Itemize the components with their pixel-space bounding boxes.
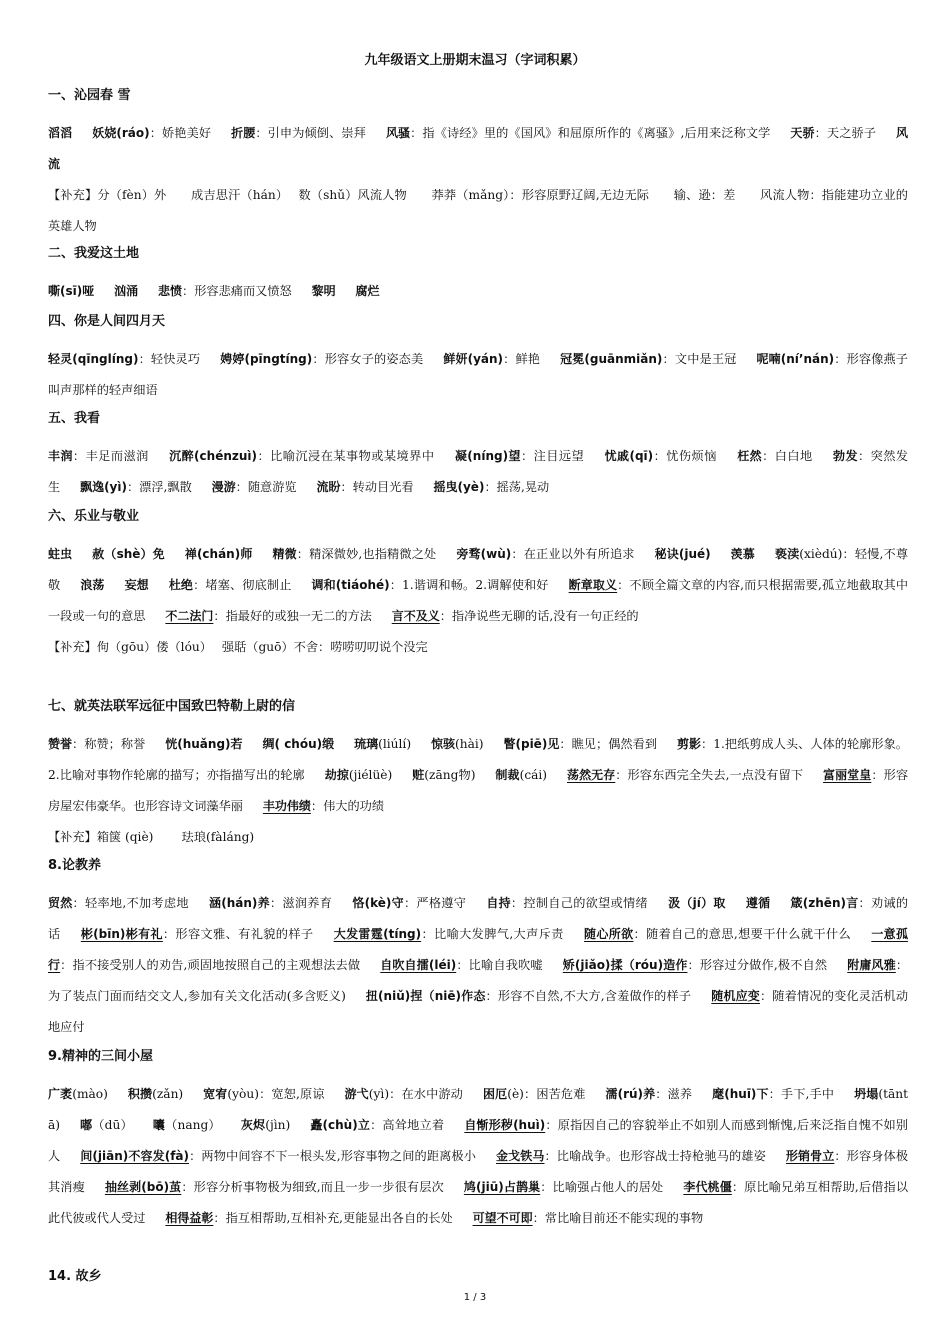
vocab-item (105, 1180, 444, 1194)
vocab-term: 折腰 (231, 126, 256, 140)
vocab-definition: ：鲜艳 (503, 352, 541, 366)
vocab-item (325, 768, 393, 782)
vocab-item (790, 126, 876, 140)
vocab-term: 随心所欲 (584, 927, 634, 941)
vocab-term: 亵渎 (774, 547, 800, 561)
vocab-term: 飘逸(yì) (80, 480, 127, 494)
vocab-definition: ：摇荡,晃动 (484, 480, 550, 494)
vocab-definition: ：比喻自我吹嘘 (456, 958, 543, 972)
vocab-item (48, 126, 72, 140)
section-heading: 二、我爱这土地 (48, 246, 140, 261)
vocab-term: 冠冕(guānmiǎn) (560, 352, 663, 366)
vocab-item (169, 449, 434, 463)
vocab-term: 羡慕 (730, 547, 755, 561)
vocab-item (655, 547, 711, 561)
vocab-definition: ：漂浮,飘散 (126, 480, 192, 494)
vocab-term: 嘶(sī)哑 (48, 284, 95, 298)
vocab-definition: ：严格遵守 (403, 896, 467, 910)
vocab-paragraph (48, 118, 908, 180)
vocab-term: 矫(jiǎo)揉（róu)造作 (562, 958, 688, 972)
vocab-item (392, 609, 639, 623)
supplement-paragraph: 【补充】分（fèn）外 成吉思汗（hán） 数（shǔ）风流人物 莽莽（mǎng）：形容原野辽阔,无边无际 输、逊：差 风流人物：指能建功立业的英雄人物 (48, 188, 908, 233)
vocab-item (380, 958, 542, 972)
section-heading: 五、我看 (48, 411, 101, 426)
section-wo-kan (48, 409, 908, 503)
page-title: 九年级语文上册期末温习（字词积累） (364, 53, 586, 68)
vocab-item (80, 480, 192, 494)
vocab-term: 轻灵(qīnglíng) (48, 352, 139, 366)
vocab-term: 瞥(piē)见 (503, 737, 560, 751)
vocab-item (48, 896, 189, 910)
vocab-item (48, 449, 149, 463)
vocab-definition: ：指净说些无聊的话,没有一句正经的 (439, 609, 639, 623)
vocab-term: 大发雷霆(tíng) (333, 927, 422, 941)
vocab-term: 鸠(jiū)占鹊巢 (463, 1180, 541, 1194)
vocab-item (312, 284, 336, 298)
vocab-term: 旁骛(wù) (456, 547, 512, 561)
vocab-item (125, 578, 149, 592)
vocab-term: 惊骇 (430, 737, 456, 751)
vocab-term: 忧戚(qī) (604, 449, 654, 463)
vocab-item (231, 126, 366, 140)
vocab-paragraph (48, 888, 908, 1043)
vocab-definition: ：指最好的或独一无二的方法 (213, 609, 372, 623)
vocab-item (209, 896, 332, 910)
vocab-definition: ：指不接受别人的劝告,顽固地按照自己的主观想法去做 (60, 958, 361, 972)
vocab-term: 宽宥 (203, 1087, 228, 1101)
vocab-term: 灰烬 (240, 1118, 266, 1132)
vocab-definition: (zāng物) (424, 768, 476, 782)
vocab-term: 劫掠 (324, 768, 349, 782)
vocab-definition: ：文中是王冠 (662, 352, 737, 366)
vocab-term: 漫游 (211, 480, 236, 494)
vocab-item (80, 578, 104, 592)
vocab-term: 相得益彰 (165, 1211, 214, 1225)
vocab-item (434, 480, 550, 494)
vocab-definition: ：比喻战争。也形容战士持枪驰马的雄姿 (544, 1149, 766, 1163)
vocab-definition: ：丰足而滋润 (72, 449, 149, 463)
vocab-item (563, 958, 827, 972)
vocab-term: 勃发 (833, 449, 858, 463)
section-batele-letter (48, 697, 908, 853)
vocab-definition: ：高耸地立着 (370, 1118, 445, 1132)
vocab-term: 腐烂 (355, 284, 380, 298)
vocab-item (165, 609, 371, 623)
vocab-term: 濡(rú)养 (605, 1087, 656, 1101)
vocab-definition: (yì)：在水中游动 (368, 1087, 463, 1101)
vocab-item (456, 547, 634, 561)
vocab-item (48, 352, 200, 366)
vocab-item (712, 1087, 834, 1101)
vocab-term: 绸( chóu)缎 (262, 737, 335, 751)
vocab-term: 麾(huī)下 (712, 1087, 769, 1101)
vocab-term: 沉醉(chénzuì) (169, 449, 258, 463)
section-heading: 四、你是人间四月天 (48, 314, 166, 329)
vocab-term: 彬(bīn)彬有礼 (80, 927, 163, 941)
vocab-definition: ：忧伤烦恼 (653, 449, 717, 463)
vocab-definition: （dū） (92, 1118, 133, 1132)
vocab-term: 荡然无存 (567, 768, 616, 782)
vocab-term: 恪(kè)守 (352, 896, 404, 910)
vocab-item (486, 896, 648, 910)
vocab-term: 摇曳(yè) (433, 480, 485, 494)
section-wo-ai-zhe-tudi (48, 244, 908, 307)
vocab-term: 形销骨立 (785, 1149, 835, 1163)
vocab-definition: ：1.把纸剪成人头、人体的轮廓形象。2.比喻对事物作轮廓的描写；亦指描写出的轮廓 (48, 737, 908, 782)
vocab-item (92, 547, 165, 561)
vocab-term: 富丽堂皇 (823, 768, 872, 782)
vocab-definition: （nang） (165, 1118, 221, 1132)
vocab-item (584, 927, 851, 941)
vocab-item (483, 1087, 586, 1101)
section-siyuetian (48, 312, 908, 406)
vocab-term: 扭(niǔ)捏（niē)作态 (365, 989, 486, 1003)
vocab-paragraph (48, 1079, 908, 1234)
vocab-term: 积攒 (127, 1087, 153, 1101)
vocab-term: 不二法门 (165, 609, 214, 623)
vocab-item (310, 1118, 444, 1132)
vocab-definition: ：比喻强占他人的居处 (540, 1180, 664, 1194)
vocab-item (48, 547, 72, 561)
section-qinyuanchun (48, 86, 908, 242)
vocab-item (503, 737, 657, 751)
vocab-term: 自持 (486, 896, 511, 910)
vocab-term: 鲜妍(yán) (443, 352, 504, 366)
vocab-definition: ：瞧见；偶然看到 (559, 737, 658, 751)
vocab-item (81, 927, 314, 941)
vocab-term: 囔 (152, 1118, 166, 1132)
vocab-term: 蛀虫 (48, 547, 73, 561)
vocab-term: 随机应变 (711, 989, 760, 1003)
vocab-paragraph (48, 344, 908, 406)
vocab-definition: ：在正业以外有所追求 (511, 547, 635, 561)
vocab-term: 附庸风雅 (847, 958, 896, 972)
vocab-definition: (liúlí) (378, 737, 412, 751)
vocab-definition: ：形容身体极其消瘦 (48, 1149, 909, 1194)
vocab-item (165, 737, 242, 751)
vocab-item (263, 799, 384, 813)
vocab-term: 自吹自擂(léi) (380, 958, 457, 972)
vocab-item (185, 547, 253, 561)
vocab-item (495, 768, 547, 782)
vocab-term: 可望不可即 (472, 1211, 533, 1225)
vocab-term: 妖娆(ráo) (92, 126, 150, 140)
vocab-term: 浪荡 (80, 578, 105, 592)
vocab-term: 赃 (412, 768, 425, 782)
vocab-definition: ：形容房屋宏伟豪华。也形容诗文词藻华丽 (48, 768, 909, 813)
vocab-term: 箴(zhēn)言 (790, 896, 859, 910)
vocab-item (48, 284, 94, 298)
supplement-paragraph: 【补充】箱箧 (qiè) 珐琅(fàláng) (48, 830, 255, 844)
section-leye-jingye (48, 507, 908, 663)
vocab-item (560, 352, 736, 366)
section-lun-jiaoyang (48, 856, 908, 1043)
vocab-item (605, 449, 717, 463)
vocab-item (241, 1118, 290, 1132)
vocab-term: 娉婷(pīngtíng) (220, 352, 313, 366)
vocab-item (80, 1149, 476, 1163)
vocab-term: 赦（shè）免 (92, 547, 165, 561)
vocab-definition: (jiélüè) (348, 768, 393, 782)
vocab-definition: ：轻快灵巧 (138, 352, 201, 366)
vocab-term: 凝(níng)望 (454, 449, 521, 463)
vocab-item (354, 737, 411, 751)
vocab-definition: ：滋润养育 (269, 896, 333, 910)
vocab-item (203, 1087, 324, 1101)
vocab-definition: ：突然发生 (48, 449, 909, 494)
vocab-item (262, 737, 334, 751)
vocab-definition: ：形容不自然,不大方,含羞做作的样子 (485, 989, 692, 1003)
vocab-term: 丰功伟绩 (262, 799, 311, 813)
vocab-term: 秘诀(jué) (654, 547, 711, 561)
vocab-item (345, 1087, 463, 1101)
vocab-term: 滔滔 (48, 126, 73, 140)
vocab-item (455, 449, 584, 463)
vocab-definition: (hài) (455, 737, 484, 751)
vocab-definition: ：娇艳美好 (149, 126, 212, 140)
vocab-item (169, 578, 292, 592)
vocab-term: 风流 (48, 126, 909, 171)
vocab-item (412, 768, 475, 782)
vocab-term: 制裁 (495, 768, 520, 782)
vocab-paragraph (48, 276, 908, 307)
vocab-item (165, 1211, 452, 1225)
vocab-definition: ：转动目光看 (340, 480, 414, 494)
vocab-term: 呢喃(ní’nán) (756, 352, 835, 366)
vocab-definition: ：1.谐调和畅。2.调解使和好 (389, 578, 549, 592)
vocab-definition: ：注目远望 (520, 449, 585, 463)
vocab-definition: ：控制自己的欲望或情绪 (510, 896, 648, 910)
vocab-item (212, 480, 297, 494)
vocab-term: 丰润 (48, 449, 73, 463)
vocab-definition: ：形容东西完全失去,一点没有留下 (615, 768, 804, 782)
vocab-item (606, 1087, 693, 1101)
vocab-definition: ：比喻沉浸在某事物或某境界中 (257, 449, 435, 463)
vocab-item (92, 126, 211, 140)
vocab-item (316, 480, 413, 494)
vocab-definition: (zǎn) (152, 1087, 184, 1101)
vocab-definition: (xièdú)：轻慢,不尊敬 (48, 547, 909, 592)
vocab-term: 自惭形秽(huì) (464, 1118, 546, 1132)
vocab-definition: ：随着情况的变化灵活机动地应付 (48, 989, 909, 1034)
section-heading: 8.论教养 (48, 858, 101, 873)
vocab-item (48, 1087, 108, 1101)
vocab-definition: (mào) (72, 1087, 108, 1101)
vocab-definition: ：比喻大发脾气,大声斥责 (421, 927, 564, 941)
vocab-item (334, 927, 564, 941)
vocab-term: 嘟 (80, 1118, 93, 1132)
page-number: 1 / 3 (463, 1292, 487, 1303)
vocab-term: 天骄 (790, 126, 815, 140)
vocab-item (567, 768, 803, 782)
vocab-item (80, 1118, 133, 1132)
vocab-term: 困厄 (482, 1087, 508, 1101)
vocab-definition: ：两物中间容不下一根头发,形容事物之间的距离极小 (189, 1149, 477, 1163)
vocab-item (668, 896, 726, 910)
vocab-definition: ：原比喻兄弟互相帮助,后借指以此代彼或代人受过 (48, 1180, 909, 1225)
vocab-term: 广袤 (48, 1087, 73, 1101)
vocab-term: 坍塌 (854, 1087, 879, 1101)
vocab-term: 恍(huǎng)若 (165, 737, 243, 751)
section-san-jian-xiaowu (48, 1047, 908, 1234)
vocab-definition: ：不顾全篇文章的内容,而只根据需要,孤立地截取其中一段或一句的意思 (48, 578, 909, 623)
vocab-term: 金戈铁马 (496, 1149, 545, 1163)
vocab-term: 汲（jí）取 (668, 896, 726, 910)
vocab-definition: (jìn) (265, 1118, 291, 1132)
section-heading: 一、沁园春 雪 (48, 88, 131, 103)
vocab-definition: (tāntā) (48, 1087, 908, 1132)
vocab-item (312, 578, 549, 592)
vocab-definition: ：滋养 (655, 1087, 693, 1101)
vocab-item (128, 1087, 183, 1101)
vocab-item (496, 1149, 766, 1163)
vocab-item (220, 352, 423, 366)
vocab-definition: ：指《诗经》里的《国风》和屈原所作的《离骚》,后用来泛称文学 (410, 126, 771, 140)
vocab-item (48, 737, 145, 751)
section-guxiang (48, 1267, 908, 1287)
vocab-term: 李代桃僵 (683, 1180, 732, 1194)
vocab-definition: ：指互相帮助,互相补充,更能显出各自的长处 (213, 1211, 453, 1225)
vocab-term: 涵(hán)养 (208, 896, 270, 910)
vocab-term: 琉璃 (354, 737, 379, 751)
vocab-item (114, 284, 138, 298)
vocab-definition: ：原指因自己的容貌举止不如别人而感到惭愧,后来泛指自愧不如别人 (48, 1118, 909, 1163)
vocab-item (153, 1118, 221, 1132)
vocab-item (746, 896, 771, 910)
vocab-term: 矗(chù)立 (310, 1118, 371, 1132)
vocab-term: 悲愤 (158, 284, 183, 298)
vocab-term: 黎明 (311, 284, 336, 298)
vocab-item (473, 1211, 704, 1225)
section-heading: 七、就英法联军远征中国致巴特勒上尉的信 (48, 699, 296, 714)
vocab-term: 流盼 (316, 480, 341, 494)
vocab-term: 妄想 (124, 578, 149, 592)
vocab-term: 枉然 (737, 449, 763, 463)
vocab-definition: ：常比喻目前还不能实现的事物 (532, 1211, 704, 1225)
vocab-term: 风骚 (385, 126, 411, 140)
vocab-definition: ：伟大的功绩 (310, 799, 385, 813)
vocab-definition: ：为了装点门面而结交文人,参加有关文化活动(多含贬义) (48, 958, 909, 1003)
vocab-paragraph (48, 441, 908, 503)
vocab-term: 调和(tiáohé) (311, 578, 390, 592)
vocab-term: 赞誉 (48, 737, 73, 751)
vocab-definition: ：劝诫的话 (48, 896, 909, 941)
vocab-term: 汹涌 (114, 284, 139, 298)
vocab-definition: ：白白地 (762, 449, 813, 463)
vocab-definition: ：形容过分做作,极不自然 (687, 958, 828, 972)
vocab-item (386, 126, 771, 140)
vocab-definition: ：形容女子的姿态美 (312, 352, 424, 366)
vocab-term: 言不及义 (391, 609, 440, 623)
vocab-definition: ：随意游览 (235, 480, 297, 494)
vocab-item (737, 449, 813, 463)
vocab-term: 禅(chán)师 (184, 547, 253, 561)
vocab-definition: ：称赞；称誉 (72, 737, 146, 751)
vocab-term: 断章取义 (568, 578, 618, 592)
vocab-definition: ：随着自己的意思,想要干什么就干什么 (633, 927, 852, 941)
vocab-term: 精微 (272, 547, 297, 561)
vocab-item (355, 284, 379, 298)
vocab-item (731, 547, 755, 561)
vocab-term: 间(jiān)不容发(fà) (80, 1149, 190, 1163)
vocab-definition: ：形容分析事物极为细致,而且一步一步很有层次 (181, 1180, 444, 1194)
vocab-definition: ：形容悲痛而又愤怒 (182, 284, 292, 298)
vocab-item (431, 737, 484, 751)
section-heading: 9.精神的三间小屋 (48, 1049, 153, 1064)
vocab-item (158, 284, 292, 298)
vocab-definition: ：堵塞、彻底制止 (193, 578, 292, 592)
vocab-definition: (è)：困苦危难 (507, 1087, 586, 1101)
vocab-definition: ：天之骄子 (814, 126, 877, 140)
vocab-definition: (cái) (519, 768, 548, 782)
vocab-item (352, 896, 466, 910)
vocab-paragraph (48, 729, 908, 822)
section-heading: 14. 故乡 (48, 1269, 102, 1284)
vocab-item (464, 1180, 663, 1194)
vocab-item (273, 547, 437, 561)
section-heading: 六、乐业与敬业 (48, 509, 140, 524)
vocab-term: 剪影 (676, 737, 701, 751)
vocab-paragraph (48, 539, 908, 632)
vocab-definition: ：形容像燕子叫声那样的轻声细语 (48, 352, 909, 397)
vocab-definition: ：精深微妙,也指精微之处 (296, 547, 437, 561)
vocab-definition: ：手下,手中 (768, 1087, 835, 1101)
vocab-definition: ：引申为倾倒、崇拜 (255, 126, 366, 140)
vocab-term: 贸然 (48, 896, 73, 910)
vocab-item (366, 989, 691, 1003)
vocab-item (443, 352, 540, 366)
vocab-term: 游弋 (344, 1087, 369, 1101)
vocab-definition: ：轻率地,不加考虑地 (72, 896, 189, 910)
vocab-term: 一意孤行 (48, 927, 909, 972)
vocab-definition: ：形容文雅、有礼貌的样子 (162, 927, 314, 941)
vocab-term: 遵循 (745, 896, 771, 910)
supplement-paragraph: 【补充】佝（gōu）偻（lóu） 强聒（guō）不舍：唠唠叨叨说个没完 (48, 640, 428, 654)
vocab-term: 抽丝剥(bō)茧 (104, 1180, 182, 1194)
vocab-term: 杜绝 (168, 578, 194, 592)
vocab-definition: (yòu)：宽恕,原谅 (227, 1087, 325, 1101)
